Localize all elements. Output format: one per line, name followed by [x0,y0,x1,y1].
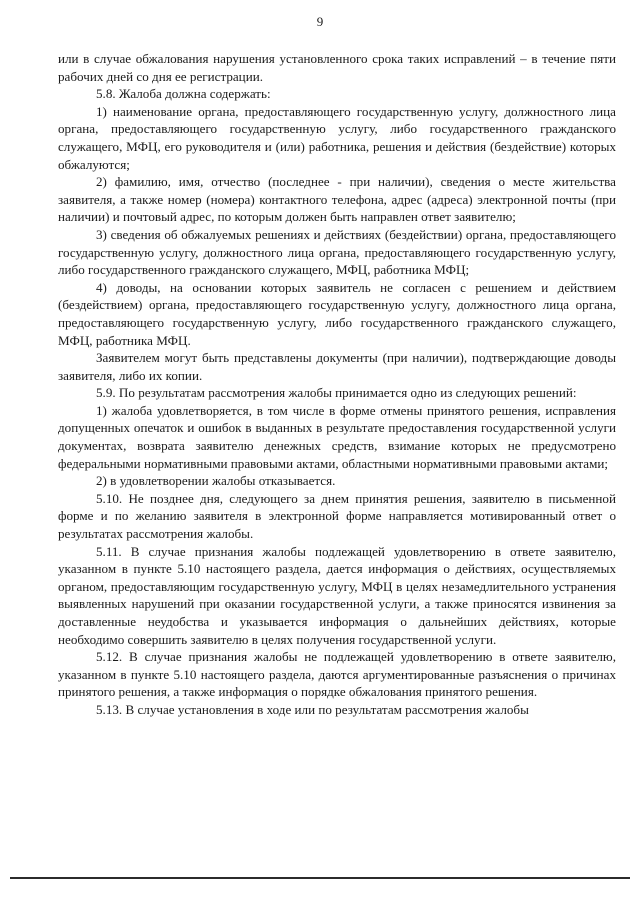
paragraph-5-9-item-2: 2) в удовлетворении жалобы отказывается. [96,473,336,489]
paragraph-continuation: или в случае обжалования нарушения установленного срока таких исправлений – в течение пяти рабочих дней со дня ее регистрации. [58,51,616,84]
paragraph-5-13: 5.13. В случае установления в ходе или по результатам рассмотрения жалобы [96,701,529,717]
paragraph-5-9-heading: 5.9. По результатам рассмотрения жалобы принимается одно из следующих решений: [96,385,577,401]
paragraph-supporting-documents: Заявителем могут быть представлены документы (при наличии), подтверждающие доводы заявителя, либо их копии. [58,350,616,383]
paragraph-5-11: 5.11. В случае признания жалобы подлежащей удовлетворению в ответе заявителю, указанном в пункте 5.10 настоящего раздела, дается информация о действиях, осуществляемых органом, предоставляющим государственную услугу, МФЦ в целях незамедлительного устранения выявленных нарушений при оказании государственной услуги, а также приносятся извинения за доставленные неудобства и указывается информация о дальнейших действиях, которые необходимо совершить заявителю в целях получения государственной услуги. [58,543,616,647]
paragraph-5-8-heading: 5.8. Жалоба должна содержать: [96,86,271,102]
page-number: 9 [316,14,324,29]
bottom-divider [10,877,630,879]
paragraph-5-8-item-4: 4) доводы, на основании которых заявитель не согласен с решением и действием (бездействием) органа, предоставляющего государственную услугу, должностного лица органа, предоставляющего государственную услугу, либо государственного гражданского служащего, МФЦ, работника МФЦ. [58,279,616,348]
paragraph-5-8-item-2: 2) фамилию, имя, отчество (последнее - при наличии), сведения о месте жительства заявителя, а также номер (номера) контактного телефона, адрес (адреса) электронной почты (при наличии) и почтовый адрес, по которым должен быть направлен ответ заявителю; [58,174,616,225]
paragraph-5-8-item-1: 1) наименование органа, предоставляющего государственную услугу, должностного лица органа, предоставляющего государственную услугу, либо государственного гражданского служащего, МФЦ, его руководителя и (или) работника, решения и действия (бездействие) которых обжалуются; [58,103,616,172]
document-body [58,50,616,719]
paragraph-5-9-item-1: 1) жалоба удовлетворяется, в том числе в форме отмены принятого решения, исправления допущенных опечаток и ошибок в выданных в результате предоставления государственной услуги документах, возврата заявителю денежных средств, взимание которых не предусмотрено федеральными нормативными правовыми актами, областными нормативными правовыми актами; [58,402,616,471]
paragraph-5-8-item-3: 3) сведения об обжалуемых решениях и действиях (бездействии) органа, предоставляющего государственную услугу, должностного лица органа, предоставляющего государственную услугу, либо государственного гражданского служащего, МФЦ, работника МФЦ; [58,226,616,278]
paragraph-5-10: 5.10. Не позднее дня, следующего за днем принятия решения, заявителю в письменной форме и по желанию заявителя в электронной форме направляется мотивированный ответ о результатах рассмотрения жалобы. [58,490,616,542]
paragraph-5-12: 5.12. В случае признания жалобы не подлежащей удовлетворению в ответе заявителю, указанном в пункте 5.10 настоящего раздела, даются аргументированные разъяснения о причинах принятого решения, а также информация о порядке обжалования принятого решения. [58,649,616,700]
